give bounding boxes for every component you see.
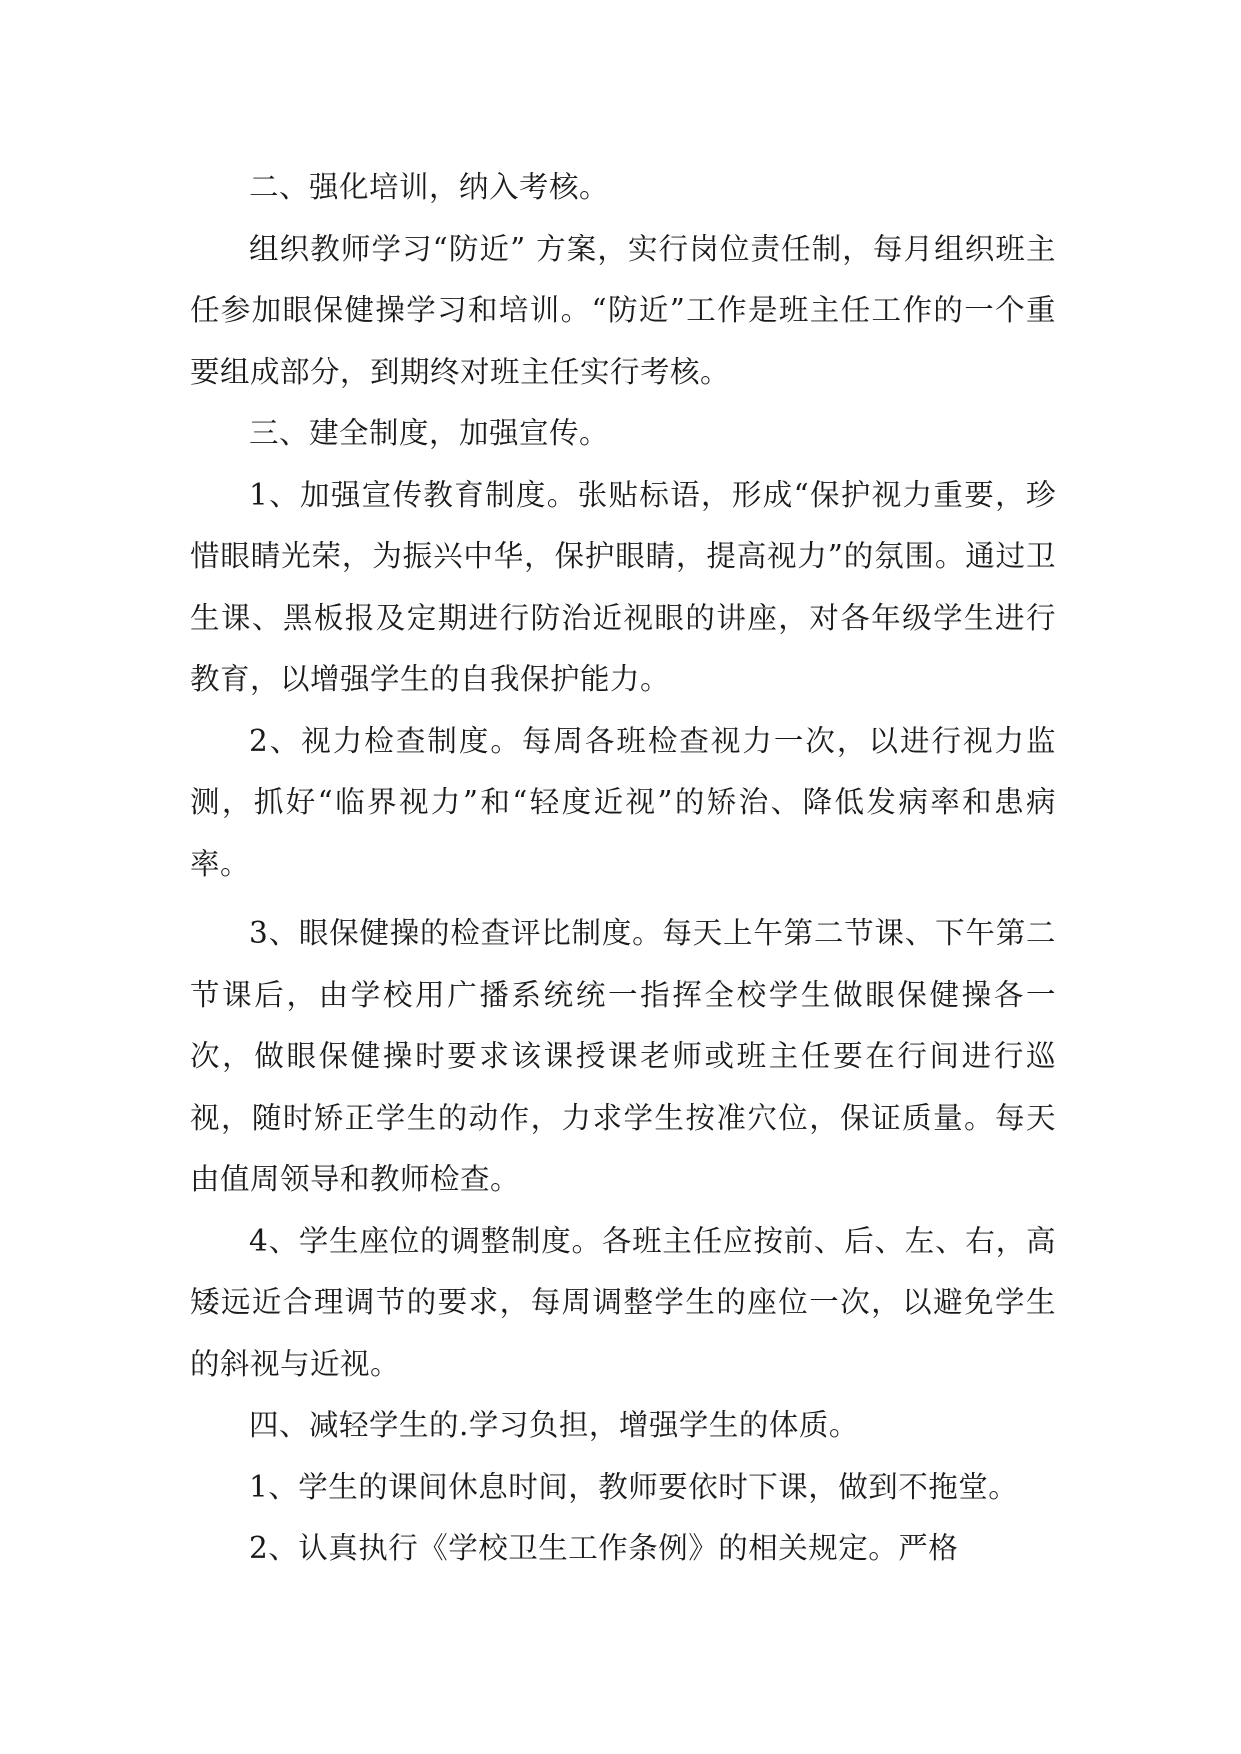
paragraph-training-detail: 组织教师学习“防近” 方案，实行岗位责任制，每月组织班主任参加眼保健操学习和培训。“防近”工作是班主任工作的一个重要组成部分，到期终对班主任实行考核。: [190, 231, 1056, 389]
section-heading-system: 三、建全制度，加强宣传。: [249, 416, 610, 450]
document-body: [190, 157, 1056, 1580]
paragraph-publicity-system: 1、加强宣传教育制度。张贴标语，形成“保护视力重要，珍惜眼睛光荣，为振兴中华，保护眼睛，提高视力”的氛围。通过卫生课、黑板报及定期进行防治近视眼的讲座，对各年级学生进行教育，以增强学生的自我保护能力。: [190, 477, 1056, 696]
paragraph-vision-check: 2、视力检查制度。每周各班检查视力一次，以进行视力监测，抓好“临界视力”和“轻度近视”的矫治、降低发病率和患病率。: [190, 723, 1056, 881]
paragraph-seat-adjustment: 4、学生座位的调整制度。各班主任应按前、后、左、右，高矮远近合理调节的要求，每周调整学生的座位一次，以避免学生的斜视与近视。: [190, 1223, 1056, 1381]
section-heading-training: 二、强化培训，纳入考核。: [249, 170, 610, 204]
paragraph-break-time: 1、学生的课间休息时间，教师要依时下课，做到不拖堂。: [249, 1469, 1019, 1504]
paragraph-regulations: 2、认真执行《学校卫生工作条例》的相关规定。严格: [249, 1531, 959, 1565]
section-heading-burden: 四、减轻学生的.学习负担，增强学生的体质。: [249, 1408, 859, 1442]
paragraph-eye-exercise: 3、眼保健操的检查评比制度。每天上午第二节课、下午第二节课后，由学校用广播系统统一指挥全校学生做眼保健操各一次，做眼保健操时要求该课授课老师或班主任要在行间进行巡视，随时矫正学生的动作，力求学生按准穴位，保证质量。每天由值周领导和教师检查。: [190, 916, 1056, 1196]
